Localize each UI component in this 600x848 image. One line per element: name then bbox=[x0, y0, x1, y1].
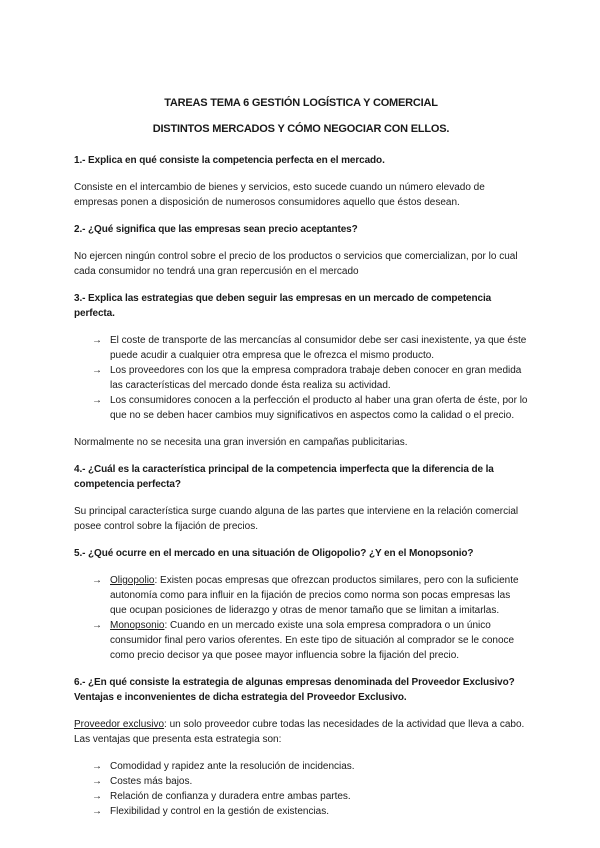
question-2: 2.- ¿Qué significa que las empresas sean precio aceptantes? bbox=[74, 224, 358, 235]
arrow-right-icon: → bbox=[92, 776, 102, 787]
arrow-right-icon: → bbox=[92, 395, 102, 406]
question-1: 1.- Explica en qué consiste la competencia perfecta en el mercado. bbox=[74, 155, 385, 166]
question-3: 3.- Explica las estrategias que deben seguir las empresas en un mercado de competencia perfecta. bbox=[74, 293, 492, 319]
question-4: 4.- ¿Cuál es la característica principal de la competencia imperfecta que la diferencia de la competencia perfecta? bbox=[74, 464, 494, 490]
term-oligopolio: Oligopolio bbox=[110, 575, 155, 586]
question-5: 5.- ¿Qué ocurre en el mercado en una situación de Oligopolio? ¿Y en el Monopsonio? bbox=[74, 548, 474, 559]
arrow-right-icon: → bbox=[92, 791, 102, 802]
arrow-right-icon: → bbox=[92, 365, 102, 376]
answer-6: Proveedor exclusivo: un solo proveedor cubre todas las necesidades de la actividad que lleva a cabo. Las ventajas que presenta esta estrategia son: bbox=[74, 719, 525, 745]
arrow-right-icon: → bbox=[92, 761, 102, 772]
term-proveedor-exclusivo: Proveedor exclusivo bbox=[74, 719, 165, 730]
arrow-right-icon: → bbox=[92, 620, 102, 631]
list-item: → Relación de confianza y duradera entre ambas partes. bbox=[92, 791, 351, 802]
strategy-list bbox=[74, 333, 528, 423]
answer-3-closing: Normalmente no se necesita una gran inversión en campañas publicitarias. bbox=[74, 437, 408, 448]
arrow-right-icon: → bbox=[92, 335, 102, 346]
list-item: → Costes más bajos. bbox=[92, 776, 193, 787]
list-item: → El coste de transporte de las mercancías al consumidor debe ser casi inexistente, ya que éste puede acudir a cualquier otra empresa que le ofrezca el mismo producto. bbox=[92, 335, 527, 361]
list-item: → Monopsonio: Cuando en un mercado existe una sola empresa compradora o un único consumidor final pero varios oferentes. En este tipo de situación al comprador se le conoce como precio decisor ya que posee mayor influencia sobre la fijación del precio. bbox=[92, 620, 515, 661]
list-item: → Oligopolio: Existen pocas empresas que ofrezcan productos similares, pero con la suficiente autonomía como para influir en la fijación de precios como norma son pocas empresas las que ocupan posiciones de liderazgo y otras de menor tamaño que se limitan a imitarlas. bbox=[92, 575, 519, 616]
document-subtitle: DISTINTOS MERCADOS Y CÓMO NEGOCIAR CON ELLOS. bbox=[152, 123, 450, 135]
document-title: TAREAS TEMA 6 GESTIÓN LOGÍSTICA Y COMERCIAL bbox=[164, 97, 438, 109]
arrow-right-icon: → bbox=[92, 806, 102, 817]
question-6: 6.- ¿En qué consiste la estrategia de algunas empresas denominada del Proveedor Exclusivo? Ventajas e inconvenientes de dicha estrategia del Proveedor Exclusivo. bbox=[74, 677, 515, 703]
answer-2: No ejercen ningún control sobre el precio de los productos o servicios que comercializan, por lo cual cada consumidor no tendrá una gran repercusión en el mercado bbox=[74, 251, 518, 277]
list-item: → Los consumidores conocen a la perfección el producto al haber una gran oferta de éste, por lo que no se deben hacer cambios muy significativos en aspectos como la calidad o el precio. bbox=[92, 395, 528, 421]
list-item: → Los proveedores con los que la empresa compradora trabaje deben conocer en gran medida las características del mercado donde ésta realiza su actividad. bbox=[92, 365, 522, 391]
term-monopsonio: Monopsonio bbox=[110, 620, 165, 631]
market-types-list bbox=[74, 573, 528, 663]
advantages-list bbox=[74, 759, 528, 819]
answer-4: Su principal característica surge cuando alguna de las partes que interviene en la relación comercial posee control sobre la fijación de precios. bbox=[74, 506, 519, 532]
answer-1: Consiste en el intercambio de bienes y servicios, esto sucede cuando un número elevado de empresas ponen a disposición de numerosos consumidores aquello que éstos desean. bbox=[74, 182, 485, 208]
arrow-right-icon: → bbox=[92, 575, 102, 586]
list-item: → Flexibilidad y control en la gestión de existencias. bbox=[92, 806, 330, 817]
list-item: → Comodidad y rapidez ante la resolución de incidencias. bbox=[92, 761, 355, 772]
